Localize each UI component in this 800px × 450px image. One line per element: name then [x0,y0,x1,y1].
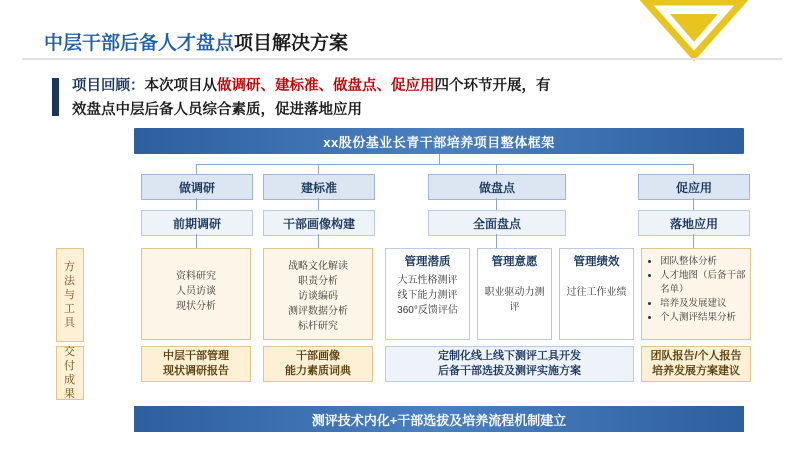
row-label-tools-char-2: 法 [64,275,76,287]
deliverable-3-line-2: 后备干部选拔及测评实施方案 [438,365,581,377]
connector-trunk [439,154,440,164]
framework-diagram [56,128,756,432]
row-label-tools-char-4: 工 [64,303,76,315]
summary-accent-bar [52,78,59,116]
title-divider [22,58,782,60]
row-label-deliverables-char-2: 付 [64,360,76,372]
row-label-deliverables-char-3: 成 [64,374,76,386]
deliverable-4[interactable] [641,346,751,382]
connector-rail [196,164,693,165]
tool-card-6-bullet-3: • 培养及发展建议 [660,297,746,311]
deliverable-2[interactable] [263,346,373,382]
deliverable-4-line-1: 团队报告/个人报告 [650,350,742,362]
tool-card-5[interactable] [559,248,634,340]
connector-sub4-card [693,234,694,248]
tool-card-1-line-2: 人员访谈 [176,286,216,297]
tool-card-6-bullet-2: • 人才地图（后备干部名单） [660,269,746,297]
row-label-deliverables-char-4: 果 [64,388,76,400]
phase-3[interactable]: 做盘点 [428,174,566,200]
summary-label: 项目回顾： [72,78,145,94]
deliverable-3[interactable] [385,346,634,382]
subphase-3[interactable]: 全面盘点 [428,210,566,236]
summary-line1-b: 四个环节开展，有 [434,78,551,94]
row-label-tools-char-1: 方 [64,261,76,273]
summary-highlight: 做调研、建标准、做盘点、促应用 [217,78,435,94]
subphase-2[interactable]: 干部画像构建 [263,210,375,236]
phase-2[interactable]: 建标准 [263,174,375,200]
connector-phase4-sub [693,198,694,210]
summary-block [52,74,752,122]
tool-card-2-line-1: 战略文化解读 [288,261,348,272]
summary-line1-a: 本次项目从 [144,78,217,94]
connector-phase2-sub [318,198,319,210]
phase-1[interactable]: 做调研 [141,174,253,200]
tool-card-6[interactable] [641,248,751,340]
tool-card-2-line-3: 访谈编码 [298,291,338,302]
tool-card-3-line-1: 大五性格测评 [397,275,458,286]
page-title [44,28,348,55]
deliverable-2-line-1: 干部画像 [296,350,340,362]
subphase-1[interactable]: 前期调研 [141,210,253,236]
tool-card-6-bullet-1: • 团队整体分析 [660,255,746,269]
deliverable-1-line-2: 现状调研报告 [163,365,229,377]
tool-card-3-title: 管理潜质 [404,256,451,268]
row-label-tools [56,248,84,342]
tool-card-1-line-3: 现状分析 [176,301,216,312]
tool-card-2[interactable] [263,248,373,340]
row-label-deliverables-char-1: 交 [64,346,76,358]
tool-card-4[interactable] [477,248,552,340]
deliverable-3-line-1: 定制化线上线下测评工具开发 [438,350,581,362]
row-label-deliverables [56,346,84,400]
tool-card-1[interactable] [141,248,251,340]
tool-card-3[interactable] [385,248,470,340]
brand-logo [640,0,748,62]
tool-card-4-title: 管理意愿 [491,256,538,268]
diagram-bottom-banner: 测评技术内化+干部选拔及培养流程机制建立 [134,406,744,432]
row-label-tools-char-3: 与 [64,289,76,301]
deliverable-1[interactable] [141,346,251,382]
tool-card-3-line-2: 线下能力测评 [397,290,458,301]
summary-line2: 效盘点中层后备人员综合素质，促进落地应用 [72,102,362,118]
connector-3 [496,164,497,174]
summary-text [72,74,752,122]
connector-phase3-sub [496,198,497,210]
connector-phase1-sub [196,198,197,210]
page-title-rest: 项目解决方案 [234,33,349,54]
diagram-top-banner: xx股份基业长青干部培养项目整体框架 [134,128,744,154]
connector-sub1-card [196,234,197,248]
tool-card-2-line-4: 测评数据分析 [288,306,348,317]
tool-card-3-line-3: 360°反馈评估 [397,305,458,316]
tool-card-4-line-1: 职业驱动力测评 [484,287,545,313]
row-label-tools-char-5: 具 [64,317,76,329]
connector-sub2-card [318,234,319,248]
connector-2 [318,164,319,174]
connector-4 [693,164,694,174]
subphase-4[interactable]: 落地应用 [638,210,750,236]
phase-4[interactable]: 促应用 [638,174,750,200]
tool-card-1-line-1: 资料研究 [176,271,216,282]
tool-card-5-line-1: 过往工作业绩 [566,287,627,298]
tool-card-6-bullet-4: • 个人测评结果分析 [660,311,746,325]
deliverable-2-line-2: 能力素质词典 [285,365,351,377]
tool-card-2-line-5: 标杆研究 [298,321,338,332]
connector-sub3-card [496,234,497,248]
connector-1 [196,164,197,174]
tool-card-5-title: 管理绩效 [573,256,620,268]
deliverable-1-line-1: 中层干部管理 [163,350,229,362]
page-title-highlight: 中层干部后备人才盘点 [44,33,235,54]
deliverable-4-line-2: 培养发展方案建议 [652,365,740,377]
tool-card-2-line-2: 职责分析 [298,276,338,287]
